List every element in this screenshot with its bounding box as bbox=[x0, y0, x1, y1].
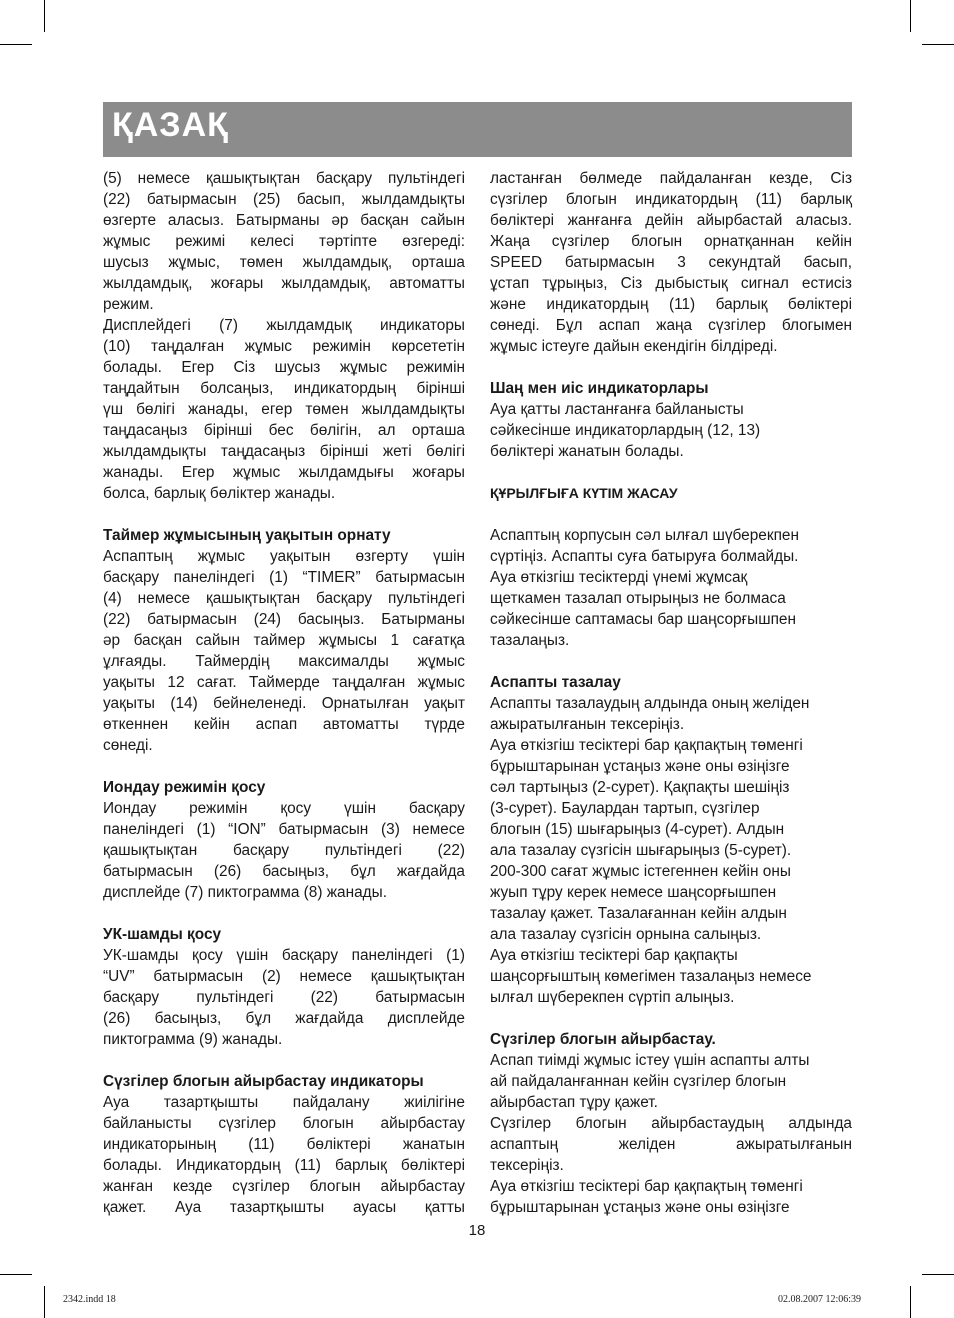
section-heading: Иондау режимін қосу bbox=[103, 779, 266, 796]
text-line: Ауа қатты ластанғанға байланысты bbox=[490, 401, 744, 418]
crop-mark bbox=[910, 1286, 911, 1318]
text-line: болады. Индикатордың (11) барлық бөліктері bbox=[103, 1157, 465, 1174]
text-line: болады. Егер Сіз шусыз жұмыс режимін bbox=[103, 359, 465, 376]
text-line: жұмыс істеуге дайын екендігін білдіреді. bbox=[490, 338, 778, 355]
text-line: режим. bbox=[103, 296, 154, 313]
paragraph-spacer bbox=[490, 462, 852, 483]
text-line: ала тазалау сүзгісін орнына салыңыз. bbox=[490, 926, 762, 943]
paragraph-spacer bbox=[490, 1008, 852, 1029]
paragraph bbox=[490, 168, 852, 357]
text-line: ұлғаяды. Таймердің максималды жұмыс bbox=[103, 653, 465, 670]
paragraph-spacer bbox=[103, 504, 465, 525]
text-line: Дисплейдегі (7) жылдамдық индикаторы bbox=[103, 317, 465, 334]
text-line: (22) батырмасын (25) басып, жылдамдықты bbox=[103, 191, 465, 208]
text-line: жуып тұру керек немесе шаңсорғышпен bbox=[490, 884, 777, 901]
text-line: сөнеді. Бұл аспап жаңа сүзгілер блогымен bbox=[490, 317, 852, 334]
paragraph bbox=[490, 1176, 852, 1218]
crop-mark bbox=[922, 44, 954, 45]
text-line: “UV” батырмасын (2) немесе қашықтықтан bbox=[103, 968, 465, 985]
text-line: өткеннен кейін аспап автоматты түрде bbox=[103, 716, 465, 733]
section-heading: Сүзгілер блогын айырбастау индикаторы bbox=[103, 1073, 424, 1090]
section-heading: Сүзгілер блогын айырбастау. bbox=[490, 1031, 716, 1048]
paragraph-spacer bbox=[103, 903, 465, 924]
text-line: жылдамдық, жоғары жылдамдық, автоматты bbox=[103, 275, 465, 292]
paragraph-spacer bbox=[490, 651, 852, 672]
section-heading: Таймер жұмысының уақытын орнату bbox=[103, 527, 391, 544]
text-line: жанады. Егер жұмыс жылдамдығы жоғары bbox=[103, 464, 465, 481]
text-line: Ауа өткізгіш тесіктерді үнемі жұмсақ bbox=[490, 569, 748, 586]
text-line: ұстап тұрыңыз, Сіз дыбыстық сигнал естисіз bbox=[490, 275, 852, 292]
paragraph bbox=[490, 1113, 852, 1176]
text-line: ылғал шүберекпен сүртіп алыңыз. bbox=[490, 989, 735, 1006]
language-banner bbox=[103, 102, 852, 157]
text-line: аспаптың желіден ажыратылғанын bbox=[490, 1136, 852, 1153]
text-line: сәйкесінше индикаторлардың (12, 13) bbox=[490, 422, 761, 439]
text-line: бөліктері жанғанға дейін айырбастай аласыз. bbox=[490, 212, 852, 229]
text-line: (5) немесе қашықтықтан басқару пультіндегі bbox=[103, 170, 465, 187]
text-line: Ауа өткізгіш тесіктері бар қақпақтың төменгі bbox=[490, 737, 803, 754]
text-line: (10) таңдалған жұмыс режимін көрсететін bbox=[103, 338, 465, 355]
text-line: бұрыштарынан ұстаңыз және оны өзіңізге bbox=[490, 1199, 790, 1216]
text-line: басқару пультіндегі (22) батырмасын bbox=[103, 989, 465, 1006]
crop-mark bbox=[44, 0, 45, 32]
text-line: таңдайтын болсаңыз, индикатордың бірінші bbox=[103, 380, 465, 397]
text-line: (26) басыңыз, бұл жағдайда дисплейде bbox=[103, 1010, 465, 1027]
right-column bbox=[490, 168, 852, 1218]
text-line: тазалаңыз. bbox=[490, 632, 570, 649]
section-heading: Шаң мен иіс индикаторлары bbox=[490, 380, 709, 397]
paragraph bbox=[490, 399, 852, 462]
text-line: шусыз жұмыс, төмен жылдамдық, орташа bbox=[103, 254, 465, 271]
text-line: сәл тартыңыз (2-сурет). Қақпақты шешіңіз bbox=[490, 779, 790, 796]
paragraph bbox=[490, 693, 852, 1008]
text-line: Аспаптың корпусын сәл ылғал шүберекпен bbox=[490, 527, 799, 544]
paragraph-spacer bbox=[490, 504, 852, 525]
text-line: УК-шамды қосу үшін басқару панеліндегі (1) bbox=[103, 947, 465, 964]
text-line: SPEED батырмасын 3 секундтай басып, bbox=[490, 254, 852, 271]
paragraph-spacer bbox=[103, 1050, 465, 1071]
text-line: жұмыс режимі келесі тәртіпте өзгереді: bbox=[103, 233, 465, 250]
text-line: бөліктері жанатын болады. bbox=[490, 443, 684, 460]
crop-mark bbox=[910, 0, 911, 32]
text-line: жанған кезде сүзгілер блогын айырбастау bbox=[103, 1178, 465, 1195]
text-line: тексеріңіз. bbox=[490, 1157, 564, 1174]
text-line: уақыты 12 сағат. Таймерде таңдалған жұмыс bbox=[103, 674, 465, 691]
crop-mark bbox=[44, 1286, 45, 1318]
section-heading: УК-шамды қосу bbox=[103, 926, 222, 943]
text-line: Иондау режимін қосу үшін басқару bbox=[103, 800, 465, 817]
section-heading: Аспапты тазалау bbox=[490, 674, 621, 691]
paragraph bbox=[490, 1050, 852, 1113]
text-line: сүртіңіз. Аспапты суға батыруға болмайды. bbox=[490, 548, 799, 565]
text-line: (22) батырмасын (24) басыңыз. Батырманы bbox=[103, 611, 465, 628]
page-title: ҚАЗАҚ bbox=[112, 106, 229, 144]
text-line: болса, барлық бөліктер жанады. bbox=[103, 485, 336, 502]
text-line: ай пайдаланғаннан кейін сүзгілер блогын bbox=[490, 1073, 787, 1090]
page-number: 18 bbox=[468, 1222, 486, 1239]
paragraph bbox=[103, 546, 465, 756]
left-column bbox=[103, 168, 465, 1218]
text-line: Ауа өткізгіш тесіктері бар қақпақты bbox=[490, 947, 738, 964]
text-line: Жаңа сүзгілер блогын орнатқаннан кейін bbox=[490, 233, 852, 250]
text-line: Ауа өткізгіш тесіктері бар қақпақтың төменгі bbox=[490, 1178, 803, 1195]
paragraph bbox=[103, 1092, 465, 1218]
paragraph bbox=[103, 798, 465, 903]
text-line: блогын (15) шығарыңыз (4-сурет). Алдын bbox=[490, 821, 785, 838]
text-line: тазалау қажет. Тазалағаннан кейін алдын bbox=[490, 905, 787, 922]
crop-mark bbox=[0, 1274, 32, 1275]
text-line: (3-сурет). Баулардан тартып, сүзгілер bbox=[490, 800, 760, 817]
text-line: щеткамен тазалап отырыңыз не болмаса bbox=[490, 590, 786, 607]
text-line: жылдамдықты таңдасаңыз бірінші жеті бөлігі bbox=[103, 443, 465, 460]
text-line: қашықтықтан басқару пультіндегі (22) bbox=[103, 842, 465, 859]
text-line: индикаторының (11) бөліктері жанатын bbox=[103, 1136, 465, 1153]
text-line: Ауа тазартқышты пайдалану жиілігіне bbox=[103, 1094, 465, 1111]
text-line: айырбастап тұру қажет. bbox=[490, 1094, 658, 1111]
crop-mark bbox=[0, 44, 32, 45]
crop-mark bbox=[922, 1274, 954, 1275]
text-line: (4) немесе қашықтықтан басқару пультіндегі bbox=[103, 590, 465, 607]
paragraph bbox=[103, 945, 465, 1050]
text-line: сәйкесінше саптамасы бар шаңсорғышпен bbox=[490, 611, 796, 628]
text-line: бұрыштарынан ұстаңыз және оны өзіңізге bbox=[490, 758, 790, 775]
text-line: ала тазалау сүзгісін шығарыңыз (5-сурет). bbox=[490, 842, 792, 859]
text-line: шаңсорғыштың көмегімен тазалаңыз немесе bbox=[490, 968, 812, 985]
text-line: панеліндегі (1) “ION” батырмасын (3) немесе bbox=[103, 821, 465, 838]
text-line: ластанған бөлмеде пайдаланған кезде, Сіз bbox=[490, 170, 852, 187]
text-line: ажыратылғанын тексеріңіз. bbox=[490, 716, 685, 733]
text-line: Аспап тиімді жұмыс істеу үшін аспапты алты bbox=[490, 1052, 810, 1069]
text-line: пиктограмма (9) жанады. bbox=[103, 1031, 283, 1048]
text-line: Сүзгілер блогын айырбастаудың алдында bbox=[490, 1115, 852, 1132]
text-line: әр басқан сайын таймер жұмысы 1 сағатқа bbox=[103, 632, 465, 649]
paragraph-spacer bbox=[103, 756, 465, 777]
text-line: дисплейде (7) пиктограмма (8) жанады. bbox=[103, 884, 387, 901]
text-line: басқару панеліндегі (1) “TIMER” батырмасын bbox=[103, 569, 465, 586]
paragraph-spacer bbox=[490, 357, 852, 378]
text-line: сүзгілер блогын индикатордың (11) барлық bbox=[490, 191, 852, 208]
text-line: Аспаптың жұмыс уақытын өзгерту үшін bbox=[103, 548, 465, 565]
text-line: қажет. Ауа тазартқышты ауасы қатты bbox=[103, 1199, 465, 1216]
text-line: үш бөлігі жанады, егер төмен жылдамдықты bbox=[103, 401, 465, 418]
paragraph bbox=[103, 315, 465, 504]
text-line: өзгерте аласыз. Батырманы әр басқан сайын bbox=[103, 212, 465, 229]
section-heading: ҚҰРЫЛҒЫҒА КҮТІМ ЖАСАУ bbox=[490, 485, 678, 501]
text-line: батырмасын (26) басыңыз, бұл жағдайда bbox=[103, 863, 465, 880]
text-line: сөнеді. bbox=[103, 737, 153, 754]
paragraph bbox=[490, 525, 852, 651]
print-slug-date: 02.08.2007 12:06:39 bbox=[778, 1294, 862, 1305]
text-line: Аспапты тазалаудың алдында оның желіден bbox=[490, 695, 810, 712]
text-line: уақыты (14) бейнеленеді. Орнатылған уақыт bbox=[103, 695, 465, 712]
text-line: байланысты сүзгілер блогын айырбастау bbox=[103, 1115, 465, 1132]
print-slug-file: 2342.indd 18 bbox=[63, 1294, 116, 1305]
paragraph bbox=[103, 168, 465, 315]
text-line: таңдасаңыз бірінші бес бөлігін, ал орташа bbox=[103, 422, 465, 439]
text-line: және индикатордың (11) барлық бөліктері bbox=[490, 296, 852, 313]
text-line: 200-300 сағат жұмыс істегеннен кейін оны bbox=[490, 863, 791, 880]
